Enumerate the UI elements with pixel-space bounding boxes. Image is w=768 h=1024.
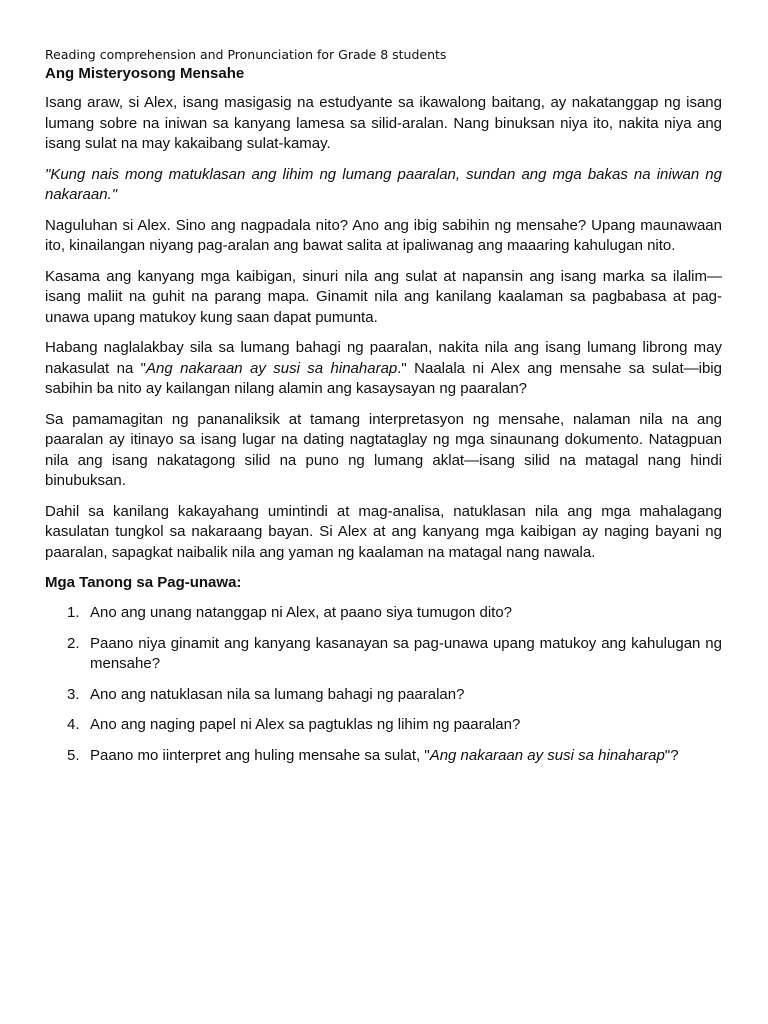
question-number: 5. xyxy=(67,746,80,764)
question-quote-text: Ang nakaraan ay susi sa hinaharap xyxy=(429,746,665,764)
question-item-5 xyxy=(45,746,722,767)
question-number: 3. xyxy=(67,685,80,703)
story-paragraph-1: Isang araw, si Alex, isang masigasig na estudyante sa ikawalong baitang, ay nakatanggap ng isang lumang sobre na iniwan sa kanyang lamesa sa silid-aralan. Nang binuksan niya ito, nakita niya ang isang sulat na may kakaibang sulat-kamay. xyxy=(45,94,722,152)
question-number: 1. xyxy=(67,604,80,621)
question-text: Ano ang unang natanggap ni Alex, at paano siya tumugon dito? xyxy=(90,604,512,621)
questions-list xyxy=(45,603,722,766)
story-paragraph-5 xyxy=(45,338,722,400)
story-paragraph-3: Naguluhan si Alex. Sino ang nagpadala nito? Ano ang ibig sabihin ng mensahe? Upang maunawaan ito, kinailangan niyang pag-aralan ang bawat salita at ipaliwanag ang maaaring kahulugan nito. xyxy=(45,216,722,254)
question-item-2 xyxy=(45,634,722,675)
document-title: Ang Misteryosong Mensahe xyxy=(45,65,245,82)
question-text-end: "? xyxy=(664,746,679,764)
document-page xyxy=(45,46,722,776)
story-quote-paragraph: "Kung nais mong matuklasan ang lihim ng lumang paaralan, sundan ang mga bakas na iniwan ng nakaraan." xyxy=(45,165,722,203)
story-paragraph-6: Sa pamamagitan ng pananaliksik at tamang interpretasyon ng mensahe, nalaman nila na ang paaralan ay itinayo sa isang lugar na dating nagtataglay ng mga sinaunang dokumento. Natagpuan nila ang isang nakatagong silid na puno ng lumang aklat—isang silid na matagal nang hindi binubuksan. xyxy=(45,410,722,489)
question-item-3 xyxy=(45,685,722,706)
question-number: 4. xyxy=(67,716,80,733)
question-item-1 xyxy=(45,603,722,624)
question-item-4 xyxy=(45,715,722,736)
question-text: Ano ang naging papel ni Alex sa pagtuklas ng lihim ng paaralan? xyxy=(90,716,521,733)
question-text xyxy=(90,747,679,764)
story-paragraph-5-end: ." Naalala ni Alex ang mensahe sa sulat—ibig sabihin ba nito ay kailangan nilang alamin ang kasaysayan ng paaralan? xyxy=(45,359,722,397)
question-text: Paano niya ginamit ang kanyang kasanayan sa pag-unawa upang matukoy ang kahulugan ng mensahe? xyxy=(90,634,722,672)
book-inscription-text: Ang nakaraan ay susi sa hinaharap xyxy=(146,359,398,377)
question-number: 2. xyxy=(67,634,80,652)
story-paragraph-7: Dahil sa kanilang kakayahang umintindi at mag-analisa, natuklasan nila ang mga mahalagang kasulatan tungkol sa nakaraang bayan. Si Alex at ang kanyang mga kaibigan ay naging bayani ng paaralan, sapagkat naibalik nila ang yaman ng kaalaman na matagal nang nawala. xyxy=(45,502,722,561)
document-subtitle: Reading comprehension and Pronunciation for Grade 8 students xyxy=(45,47,447,62)
story-paragraph-4: Kasama ang kanyang mga kaibigan, sinuri nila ang sulat at napansin ang isang marka sa ilalim—isang maliit na guhit na parang mapa. Ginamit nila ang kanilang kaalaman sa pagbabasa at pag-unawa upang matukoy kung saan dapat pumunta. xyxy=(45,267,722,326)
questions-heading: Mga Tanong sa Pag-unawa: xyxy=(45,574,242,591)
question-text: Ano ang natuklasan nila sa lumang bahagi ng paaralan? xyxy=(90,685,465,703)
story-paragraph-5-start: Habang naglalakbay sila sa lumang bahagi ng paaralan, nakita nila ang isang lumang librong may nakasulat na " xyxy=(45,339,722,377)
question-text-start: Paano mo iinterpret ang huling mensahe sa sulat, " xyxy=(90,746,430,764)
